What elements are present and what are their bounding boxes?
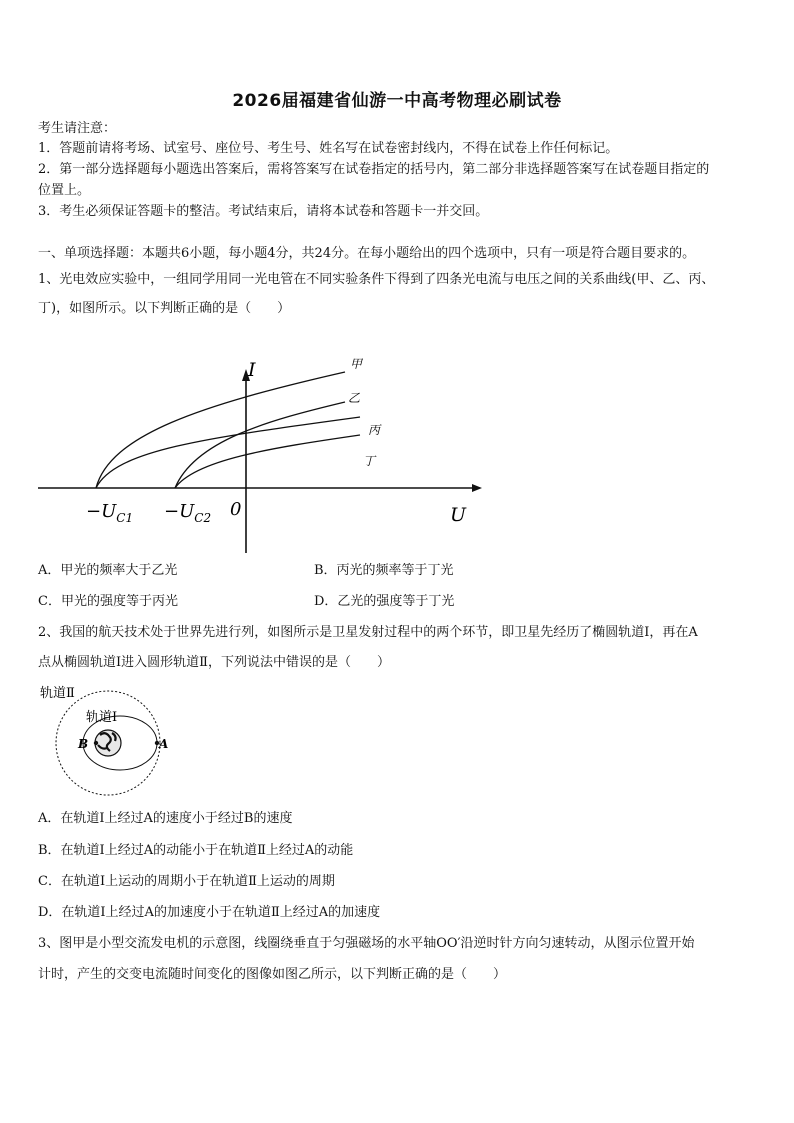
curve-label-yi: 乙 [348,391,361,405]
curve-ding [175,435,360,488]
question-2-option-b: B．在轨道Ⅰ上经过A的动能小于在轨道Ⅱ上经过A的动能 [38,843,354,858]
question-1-option-b: B．丙光的频率等于丁光 [314,563,454,578]
question-2-option-d: D．在轨道Ⅰ上经过A的加速度小于在轨道Ⅱ上经过A的加速度 [38,905,381,920]
curve-yi [175,402,345,488]
question-2-option-c: C．在轨道Ⅰ上运动的周期小于在轨道Ⅱ上运动的周期 [38,874,335,889]
notice-item-2-cont: 位置上。 [38,183,91,198]
orbit-1-label: 轨道Ⅰ [86,710,118,725]
question-1-line-2: 丁)，如图所示。以下判断正确的是（ ） [38,301,291,316]
curve-label-bing: 丙 [368,423,381,437]
u-axis-label: U [450,504,467,526]
notice-item-1: 1．答题前请将考场、试室号、座位号、考生号、姓名写在试卷密封线内，不得在试卷上作任何标记。 [38,141,619,156]
question-2-option-a: A．在轨道Ⅰ上经过A的速度小于经过B的速度 [38,811,293,826]
satellite-orbit-figure [38,683,168,803]
exam-title: 2026届福建省仙游一中高考物理必刷试卷 [232,91,562,111]
question-3-line-1: 3、图甲是小型交流发电机的示意图，线圈绕垂直于匀强磁场的水平轴OO′沿逆时针方向匀速转动，从图示位置开始 [38,936,695,951]
curve-jia [96,372,345,488]
question-2-line-1: 2、我国的航天技术处于世界先进行列，如图所示是卫星发射过程中的两个环节，即卫星先经历了椭圆轨道Ⅰ，再在A [38,625,698,640]
notice-item-3: 3．考生必须保证答题卡的整洁。考试结束后，请将本试卷和答题卡一并交回。 [38,204,489,219]
notice-heading: 考生请注意： [38,121,117,136]
question-3-line-2: 计时，产生的交变电流随时间变化的图像如图乙所示，以下判断正确的是（ ） [38,967,507,982]
question-1-line-1: 1、光电效应实验中，一组同学用同一光电管在不同实验条件下得到了四条光电流与电压之间的关系曲线(甲、乙、丙、 [38,272,715,287]
section-heading-single-choice: 一、单项选择题：本题共6小题，每小题4分，共24分。在每小题给出的四个选项中，只有一项是符合题目要求的。 [38,246,696,261]
curve-bing [96,417,360,488]
photoelectric-iu-figure [30,345,500,560]
question-1-option-a: A．甲光的频率大于乙光 [38,563,178,578]
question-1-option-c: C．甲光的强度等于丙光 [38,594,178,609]
origin-label: 0 [230,499,242,520]
uc2-label: $-U_{C2}$ [164,501,212,525]
question-2-line-2: 点从椭圆轨道Ⅰ进入圆形轨道Ⅱ，下列说法中错误的是（ ） [38,655,390,670]
u-axis-arrow [472,484,482,492]
curve-label-ding: 丁 [363,454,376,468]
i-axis-label: I [248,359,256,381]
point-b-marker [94,741,98,745]
uc1-label: $-U_{C1}$ [86,501,134,525]
notice-item-2: 2．第一部分选择题每小题选出答案后，需将答案写在试卷指定的括号内，第二部分非选择题答案写在试卷题目指定的 [38,162,710,177]
orbit-2-label: 轨道Ⅱ [40,686,75,701]
point-a-label: A [159,737,168,751]
point-b-label: B [78,737,89,751]
question-1-option-d: D．乙光的强度等于丁光 [314,594,455,609]
curve-label-jia: 甲 [350,357,363,371]
